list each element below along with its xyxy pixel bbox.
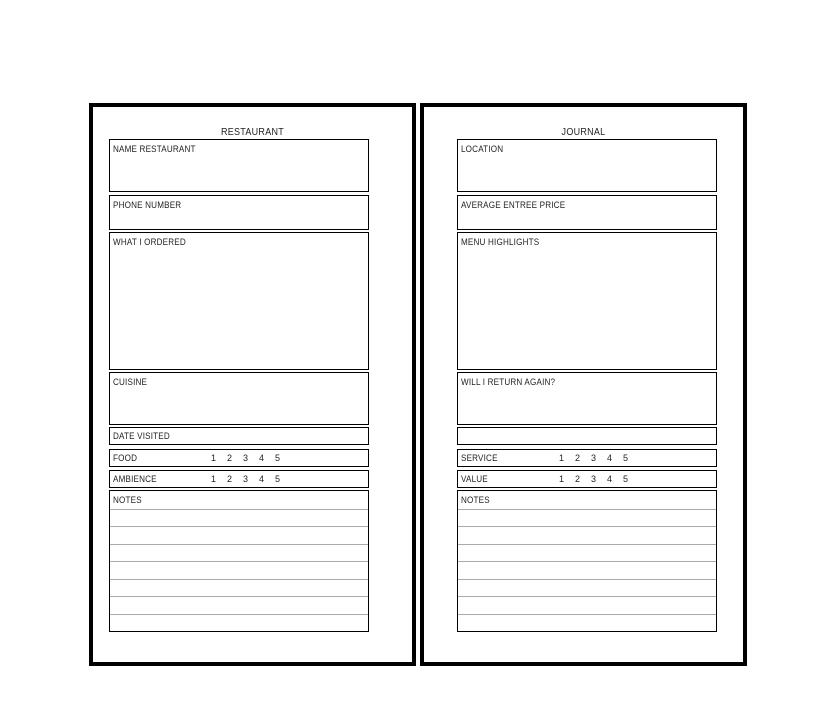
field-label: WILL I RETURN AGAIN? [461,377,556,387]
notes-line [458,544,716,545]
rating-1[interactable]: 1 [559,453,565,463]
field-label: CUISINE [113,377,148,387]
page-title: JOURNAL [561,127,606,138]
rating-4[interactable]: 4 [607,453,613,463]
field-label: NOTES [113,495,142,505]
rating-3[interactable]: 3 [591,453,597,463]
value-rating-row[interactable] [457,470,717,488]
what-i-ordered-field[interactable] [109,232,369,370]
cuisine-field[interactable] [109,372,369,425]
rating-4[interactable]: 4 [259,453,265,463]
will-i-return-field[interactable] [457,372,717,425]
rating-3[interactable]: 3 [243,474,249,484]
rating-2[interactable]: 2 [575,474,581,484]
rating-1[interactable]: 1 [211,453,217,463]
rating-4[interactable]: 4 [607,474,613,484]
name-restaurant-field[interactable] [109,139,369,192]
notes-line [110,544,368,545]
rating-5[interactable]: 5 [275,474,281,484]
notes-line [458,561,716,562]
average-entree-price-field[interactable] [457,195,717,230]
field-label: MENU HIGHLIGHTS [461,237,540,247]
rating-4[interactable]: 4 [259,474,265,484]
notes-line [110,561,368,562]
field-label: FOOD [113,453,138,463]
rating-scale [559,474,639,484]
notes-line [458,596,716,597]
rating-5[interactable]: 5 [275,453,281,463]
location-field[interactable] [457,139,717,192]
rating-1[interactable]: 1 [211,474,217,484]
field-label: AMBIENCE [113,474,157,484]
rating-scale [559,453,639,463]
field-label: NAME RESTAURANT [113,144,196,154]
phone-number-field[interactable] [109,195,369,230]
notes-line [110,509,368,510]
food-rating-row[interactable] [109,449,369,467]
notes-line [110,526,368,527]
journal-page [420,103,747,666]
rating-2[interactable]: 2 [575,453,581,463]
notes-line [458,526,716,527]
rating-2[interactable]: 2 [227,453,233,463]
ambience-rating-row[interactable] [109,470,369,488]
page-title: RESTAURANT [220,127,285,138]
notes-field[interactable] [109,490,369,632]
field-label: PHONE NUMBER [113,200,182,210]
rating-scale [211,453,291,463]
menu-highlights-field[interactable] [457,232,717,370]
rating-3[interactable]: 3 [243,453,249,463]
date-visited-field[interactable] [109,427,369,445]
notes-line [110,596,368,597]
notes-field[interactable] [457,490,717,632]
field-label: LOCATION [461,144,504,154]
rating-scale [211,474,291,484]
field-label: AVERAGE ENTREE PRICE [461,200,566,210]
notes-line [110,579,368,580]
notes-line [458,509,716,510]
rating-5[interactable]: 5 [623,453,629,463]
blank-field[interactable] [457,427,717,445]
field-label: NOTES [461,495,490,505]
rating-5[interactable]: 5 [623,474,629,484]
rating-3[interactable]: 3 [591,474,597,484]
field-label: SERVICE [461,453,498,463]
field-label: WHAT I ORDERED [113,237,186,247]
field-label: DATE VISITED [113,431,170,441]
field-label: VALUE [461,474,488,484]
notes-line [458,579,716,580]
rating-2[interactable]: 2 [227,474,233,484]
rating-1[interactable]: 1 [559,474,565,484]
notes-line [110,614,368,615]
service-rating-row[interactable] [457,449,717,467]
restaurant-page [89,103,416,666]
notes-line [458,614,716,615]
